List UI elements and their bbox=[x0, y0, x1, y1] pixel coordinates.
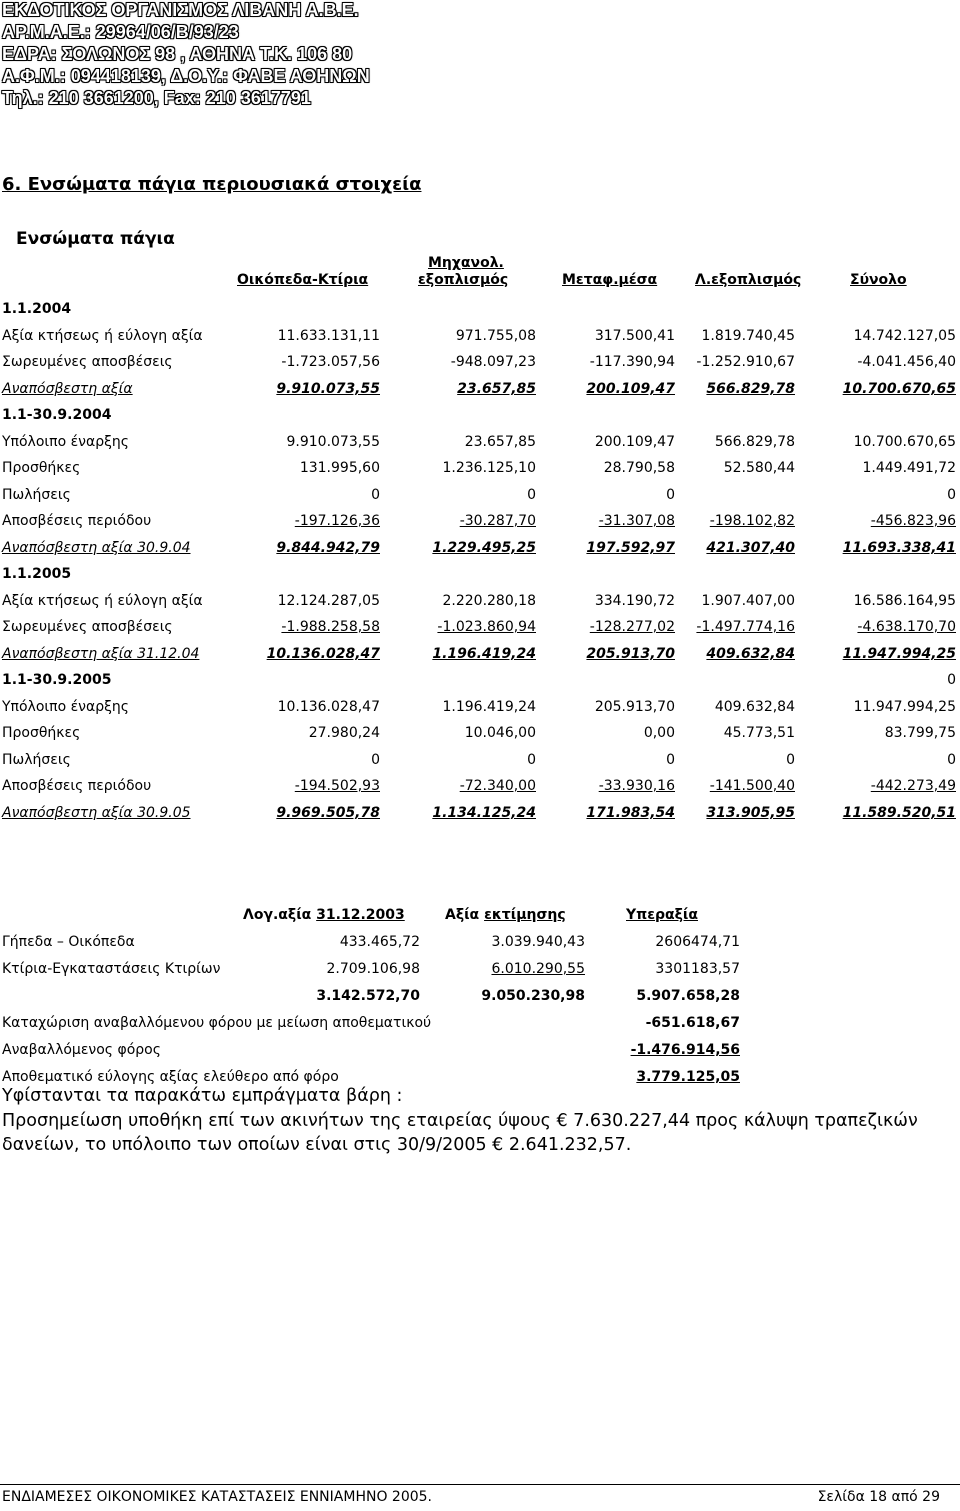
col-land: Οικόπεδα-Κτίρια bbox=[237, 272, 369, 288]
row-label: Υπόλοιπο έναρξης bbox=[2, 434, 129, 450]
row-label: Πωλήσεις bbox=[2, 752, 71, 768]
table-cell: 2.220.280,18 bbox=[442, 593, 536, 609]
table-cell: 205.913,70 bbox=[586, 646, 675, 662]
table-cell: 9.969.505,78 bbox=[276, 805, 380, 821]
table-cell: 12.124.287,05 bbox=[277, 593, 380, 609]
table-cell: 28.790,58 bbox=[603, 460, 675, 476]
table-cell: -1.023.860,94 bbox=[437, 619, 536, 635]
table-cell: 1.236.125,10 bbox=[442, 460, 536, 476]
table-cell: 334.190,72 bbox=[594, 593, 675, 609]
table-cell: 0 bbox=[947, 752, 956, 768]
row-label: Αποσβέσεις περιόδου bbox=[2, 778, 152, 794]
table-cell: -31.307,08 bbox=[598, 513, 675, 529]
table-cell: 566.829,78 bbox=[714, 434, 795, 450]
period-heading: 1.1.2004 bbox=[2, 301, 72, 317]
table-cell: 11.633.131,11 bbox=[277, 328, 380, 344]
table-cell: 1.907.407,00 bbox=[701, 593, 795, 609]
table-cell: 205.913,70 bbox=[594, 699, 675, 715]
table-cell: 0 bbox=[371, 487, 380, 503]
rev-head-book-label: Λογ.αξία bbox=[243, 907, 312, 923]
table-cell: -72.340,00 bbox=[459, 778, 536, 794]
row-label: Σωρευμένες αποσβέσεις bbox=[2, 619, 173, 635]
table-cell: 83.799,75 bbox=[884, 725, 956, 741]
rev-row-surplus: 3301183,57 bbox=[655, 961, 740, 977]
table-cell: -4.041.456,40 bbox=[857, 354, 956, 370]
table-cell: 11.589.520,51 bbox=[842, 805, 956, 821]
table-cell: -141.500,40 bbox=[709, 778, 795, 794]
table-cell: -117.390,94 bbox=[589, 354, 675, 370]
table-cell: 171.983,54 bbox=[586, 805, 675, 821]
table-cell: 1.819.740,45 bbox=[701, 328, 795, 344]
table-cell: 0 bbox=[786, 752, 795, 768]
encumbrances-title: Υφίστανται τα παρακάτω εμπράγματα βάρη : bbox=[2, 1086, 403, 1106]
table-cell: 45.773,51 bbox=[723, 725, 795, 741]
table-cell: 0 bbox=[371, 752, 380, 768]
rev-total-book: 3.142.572,70 bbox=[316, 988, 420, 1004]
deferred-tax-entry-label: Καταχώριση αναβαλλόμενου φόρου με μείωση αποθεματικού bbox=[2, 1015, 432, 1031]
table-cell: 9.910.073,55 bbox=[276, 381, 380, 397]
table-cell: 0 bbox=[666, 487, 675, 503]
table-cell: -4.638.170,70 bbox=[857, 619, 956, 635]
table-cell: -33.930,16 bbox=[598, 778, 675, 794]
table-cell: -194.502,93 bbox=[294, 778, 380, 794]
deferred-tax-label: Αναβαλλόμενος φόρος bbox=[2, 1042, 161, 1058]
table-cell: 200.109,47 bbox=[586, 381, 675, 397]
table-cell: 23.657,85 bbox=[457, 381, 536, 397]
col-transport: Μεταφ.μέσα bbox=[562, 272, 658, 288]
table-cell: 0 bbox=[666, 752, 675, 768]
table-cell: 10.046,00 bbox=[464, 725, 536, 741]
rev-total-surplus: 5.907.658,28 bbox=[636, 988, 740, 1004]
registry-number: ΑΡ.Μ.Α.Ε.: 29964/06/Β/93/23 bbox=[2, 22, 239, 42]
rev-head-est bbox=[445, 907, 566, 923]
rev-head-book-date: 31.12.2003 bbox=[316, 907, 405, 923]
rev-row-book: 2.709.106,98 bbox=[326, 961, 420, 977]
table-cell: 9.844.942,79 bbox=[276, 540, 380, 556]
col-machinery-line1: Μηχανολ. bbox=[428, 255, 504, 271]
table-cell: 1.196.419,24 bbox=[442, 699, 536, 715]
table-cell: 421.307,40 bbox=[706, 540, 795, 556]
rev-row-label: Γήπεδα – Οικόπεδα bbox=[2, 934, 135, 950]
rev-head-book bbox=[243, 907, 405, 923]
period-heading: 1.1-30.9.2005 bbox=[2, 672, 112, 688]
table-cell: 1.196.419,24 bbox=[432, 646, 536, 662]
table-cell: -197.126,36 bbox=[294, 513, 380, 529]
rev-row-label: Κτίρια-Εγκαταστάσεις Κτιρίων bbox=[2, 961, 221, 977]
footer-report-title: ΕΝΔΙΑΜΕΣΕΣ ΟΙΚΟΝΟΜΙΚΕΣ ΚΑΤΑΣΤΑΣΕΙΣ ΕΝΝΙΑΜΗΝΟ 2005. bbox=[2, 1489, 432, 1505]
table-cell: 52.580,44 bbox=[723, 460, 795, 476]
rev-row-book: 433.465,72 bbox=[339, 934, 420, 950]
section-title: 6. Ενσώματα πάγια περιουσιακά στοιχεία bbox=[2, 174, 422, 195]
period-heading: 1.1.2005 bbox=[2, 566, 72, 582]
encumbrances-line2: δανείων, το υπόλοιπο των οποίων είναι στις 30/9/2005 € 2.641.232,57. bbox=[2, 1135, 632, 1155]
rev-row-est: 3.039.940,43 bbox=[491, 934, 585, 950]
rev-row-surplus: 2606474,71 bbox=[655, 934, 740, 950]
company-name: ΕΚΔΟΤΙΚΟΣ ΟΡΓΑΝΙΣΜΟΣ ΛΙΒΑΝΗ Α.Β.Ε. bbox=[2, 0, 359, 20]
table-cell: 0 bbox=[527, 487, 536, 503]
table-cell: -456.823,96 bbox=[870, 513, 956, 529]
table-cell: -1.252.910,67 bbox=[696, 354, 795, 370]
table-cell: -1.723.057,56 bbox=[281, 354, 380, 370]
table-cell: -1.988.258,58 bbox=[281, 619, 380, 635]
rev-total-est: 9.050.230,98 bbox=[481, 988, 585, 1004]
row-label: Αναπόσβεστη αξία 30.9.05 bbox=[2, 805, 191, 821]
footer-page-number: Σελίδα 18 από 29 bbox=[817, 1489, 940, 1505]
col-total: Σύνολο bbox=[850, 272, 907, 288]
table-cell: 10.700.670,65 bbox=[853, 434, 956, 450]
table-cell: 14.742.127,05 bbox=[853, 328, 956, 344]
table-cell: 131.995,60 bbox=[299, 460, 380, 476]
table-cell: 566.829,78 bbox=[706, 381, 795, 397]
fair-value-reserve-value: 3.779.125,05 bbox=[636, 1069, 740, 1085]
table-cell: -1.497.774,16 bbox=[696, 619, 795, 635]
company-address: ΕΔΡΑ: ΣΟΛΩΝΟΣ 98 , ΑΘΗΝΑ Τ.Κ. 106 80 bbox=[2, 44, 353, 64]
col-machinery-line2: εξοπλισμός bbox=[418, 272, 509, 288]
rev-head-est-label: Αξία bbox=[445, 907, 480, 923]
row-label: Αναπόσβεστη αξία bbox=[2, 381, 133, 397]
table-cell: 11.947.994,25 bbox=[842, 646, 956, 662]
table-cell: 1.449.491,72 bbox=[862, 460, 956, 476]
table-cell: 11.693.338,41 bbox=[842, 540, 956, 556]
period-heading: 1.1-30.9.2004 bbox=[2, 407, 112, 423]
row-label: Αξία κτήσεως ή εύλογη αξία bbox=[2, 328, 203, 344]
page-footer bbox=[0, 1484, 960, 1511]
fair-value-reserve-label: Αποθεματικό εύλογης αξίας ελεύθερο από φόρο bbox=[2, 1069, 339, 1085]
table-cell: 10.136.028,47 bbox=[277, 699, 380, 715]
row-label: Υπόλοιπο έναρξης bbox=[2, 699, 129, 715]
row-label: Αξία κτήσεως ή εύλογη αξία bbox=[2, 593, 203, 609]
rev-head-surplus: Υπεραξία bbox=[626, 907, 698, 923]
table-cell: 971.755,08 bbox=[455, 328, 536, 344]
rev-head-est-word: εκτίμησης bbox=[484, 907, 566, 923]
table-cell: 0 bbox=[947, 672, 956, 688]
tax-id: Α.Φ.Μ.: 094418139, Δ.Ο.Υ.: ΦΑΒΕ ΑΘΗΝΩΝ bbox=[2, 66, 370, 86]
table-cell: 0 bbox=[527, 752, 536, 768]
deferred-tax-value: -1.476.914,56 bbox=[630, 1042, 740, 1058]
table-cell: -948.097,23 bbox=[450, 354, 536, 370]
table-cell: 1.134.125,24 bbox=[432, 805, 536, 821]
table-cell: 27.980,24 bbox=[308, 725, 380, 741]
row-label: Αποσβέσεις περιόδου bbox=[2, 513, 152, 529]
table-cell: 11.947.994,25 bbox=[853, 699, 956, 715]
table-cell: -442.273,49 bbox=[870, 778, 956, 794]
table-cell: -198.102,82 bbox=[709, 513, 795, 529]
table-cell: 23.657,85 bbox=[464, 434, 536, 450]
row-label: Σωρευμένες αποσβέσεις bbox=[2, 354, 173, 370]
table-cell: 200.109,47 bbox=[594, 434, 675, 450]
table-cell: 0,00 bbox=[643, 725, 675, 741]
table-cell: 197.592,97 bbox=[586, 540, 675, 556]
row-label: Αναπόσβεστη αξία 31.12.04 bbox=[2, 646, 200, 662]
table-cell: 317.500,41 bbox=[594, 328, 675, 344]
table-cell: -30.287,70 bbox=[459, 513, 536, 529]
table-cell: 409.632,84 bbox=[714, 699, 795, 715]
table-cell: -128.277,02 bbox=[589, 619, 675, 635]
row-label: Προσθήκες bbox=[2, 460, 81, 476]
table-cell: 9.910.073,55 bbox=[286, 434, 380, 450]
rev-row-est: 6.010.290,55 bbox=[491, 961, 585, 977]
col-other-equipment: Λ.εξοπλισμός bbox=[695, 272, 802, 288]
table-cell: 0 bbox=[947, 487, 956, 503]
row-label: Πωλήσεις bbox=[2, 487, 71, 503]
table-title: Ενσώματα πάγια bbox=[16, 229, 175, 249]
table-cell: 10.136.028,47 bbox=[266, 646, 380, 662]
table-cell: 409.632,84 bbox=[706, 646, 795, 662]
row-label: Αναπόσβεστη αξία 30.9.04 bbox=[2, 540, 191, 556]
table-cell: 1.229.495,25 bbox=[432, 540, 536, 556]
table-cell: 10.700.670,65 bbox=[842, 381, 956, 397]
encumbrances-line1: Προσημείωση υποθήκη επί των ακινήτων της εταιρείας ύψους € 7.630.227,44 προς κάλυψη τραπεζικών bbox=[2, 1111, 918, 1131]
table-cell: 313.905,95 bbox=[706, 805, 795, 821]
deferred-tax-entry-value: -651.618,67 bbox=[645, 1015, 740, 1031]
table-cell: 16.586.164,95 bbox=[853, 593, 956, 609]
row-label: Προσθήκες bbox=[2, 725, 81, 741]
contact-phone: Τηλ.: 210 3661200, Fax: 210 3617791 bbox=[2, 88, 311, 108]
